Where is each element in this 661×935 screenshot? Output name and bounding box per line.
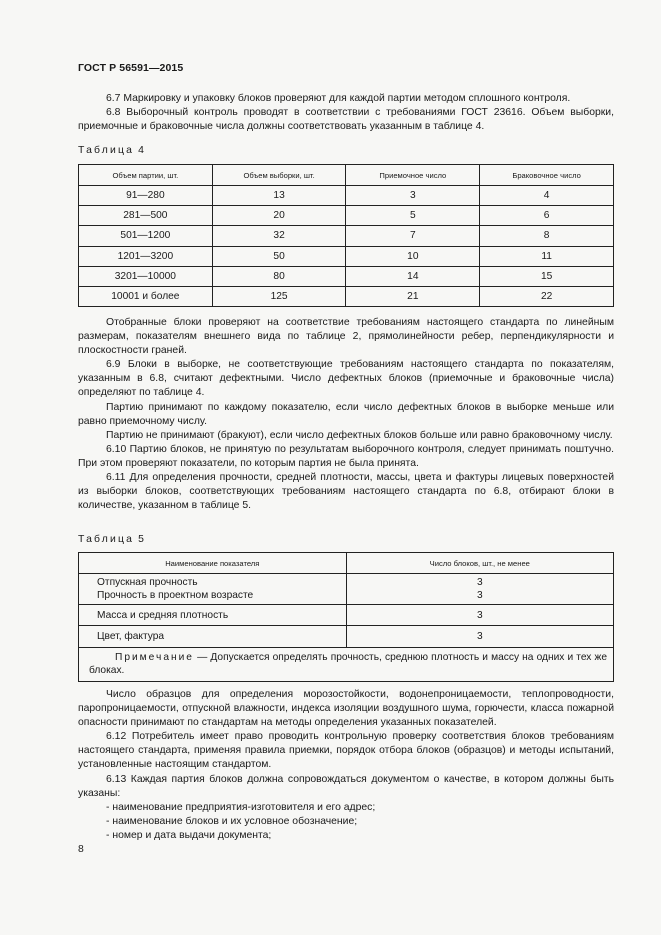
table-5-header-cell: Наименование показателя	[79, 553, 347, 574]
table-cell: 80	[212, 266, 346, 286]
section-mid	[78, 316, 614, 513]
cell-line: Прочность в проектном возрасте	[97, 590, 254, 601]
cell-line: Отпускная прочность	[97, 577, 198, 588]
table-cell: Масса и средняя плотность	[79, 605, 347, 626]
paragraph-6-7: 6.7 Маркировку и упаковку блоков проверяют для каждой партии методом сплошного контроля.	[106, 93, 571, 104]
table-cell: 281—500	[79, 206, 213, 226]
table-cell: 501—1200	[79, 226, 213, 246]
table-row	[79, 626, 614, 648]
table-4-header-cell: Браковочное число	[480, 165, 614, 186]
table-row	[79, 206, 614, 226]
table-cell	[79, 574, 347, 605]
table-row	[79, 286, 614, 306]
table-cell: 6	[480, 206, 614, 226]
table-4-caption-label: Таблица	[78, 145, 135, 156]
table-cell: 3	[346, 605, 613, 626]
table-cell: 91—280	[79, 186, 213, 206]
table-4-header-cell: Объем партии, шт.	[79, 165, 213, 186]
table-cell: 125	[212, 286, 346, 306]
table-cell: 10001 и более	[79, 286, 213, 306]
table-4-header-row	[79, 165, 614, 186]
table-5-caption	[78, 534, 144, 545]
table-4-header-cell: Приемочное число	[346, 165, 480, 186]
table-cell: 5	[346, 206, 480, 226]
list-item: - номер и дата выдачи документа;	[106, 829, 272, 841]
cell-line: 3	[476, 590, 483, 601]
paragraph-6-8: 6.8 Выборочный контроль проводят в соответствии с требованиями ГОСТ 23616. Объем выборки, приемочные и браковочные числа должны соответствовать указанным в таблице 4.	[78, 107, 614, 133]
table-row	[79, 605, 614, 626]
document-code: ГОСТ Р 56591—2015	[78, 62, 184, 74]
paragraph: Партию принимают по каждому показателю, если число дефектных блоков в выборке меньше или равно приемочному числу.	[78, 401, 614, 427]
table-cell: 3	[346, 626, 613, 648]
paragraph-6-13: 6.13 Каждая партия блоков должна сопровождаться документом о качестве, в котором должны быть указаны:	[78, 773, 614, 799]
table-cell	[346, 574, 613, 605]
table-note-row	[79, 648, 614, 682]
table-5	[78, 552, 614, 682]
list-item: - наименование предприятия-изготовителя и его адрес;	[106, 801, 376, 813]
table-cell: 50	[212, 246, 346, 266]
note-text: — Допускается определять прочность, среднюю плотность и массу на одних и тех же блоках.	[89, 652, 607, 676]
table-cell: 1201—3200	[79, 246, 213, 266]
table-cell: 8	[480, 226, 614, 246]
table-row	[79, 266, 614, 286]
section-top	[78, 92, 614, 134]
table-4-caption-number: 4	[138, 145, 144, 156]
section-bottom	[78, 688, 614, 843]
list-item: - наименование блоков и их условное обозначение;	[106, 815, 358, 827]
table-4-caption	[78, 145, 144, 156]
paragraph-6-12: 6.12 Потребитель имеет право проводить контрольную проверку соответствия блоков требованиям настоящего стандарта, применяя правила приемки, порядок отбора блоков (образцов) и методы испытаний, установленные настоящим стандартом.	[78, 731, 614, 771]
cell-line: 3	[476, 577, 483, 588]
table-cell: 7	[346, 226, 480, 246]
note-label: Примечание	[115, 652, 194, 663]
table-cell: 21	[346, 286, 480, 306]
paragraph-6-11: 6.11 Для определения прочности, средней плотности, массы, цвета и фактуры лицевых поверхностей из выборки блоков, соответствующих требованиям настоящего стандарта по 6.8, отбирают блоки в количестве, указанном в таблице 5.	[78, 472, 614, 512]
table-cell: 22	[480, 286, 614, 306]
table-cell: 3201—10000	[79, 266, 213, 286]
table-cell: 13	[212, 186, 346, 206]
paragraph-6-9: 6.9 Блоки в выборке, не соответствующие требованиям настоящего стандарта по показателям, указанным в 6.8, считают дефектными. Число дефектных блоков (приемочные и браковочные числа) определяют по таблице 4.	[78, 359, 614, 399]
paragraph: Число образцов для определения морозостойкости, водонепроницаемости, теплопроводности, паропроницаемости, отпускной влажности, индекса изоляции воздушного шума, горючести, класса пожарной опасности принимают по стандартам на методы определения указанных показателей.	[78, 689, 614, 729]
table-row	[79, 246, 614, 266]
table-cell: 14	[346, 266, 480, 286]
table-row	[79, 186, 614, 206]
table-4	[78, 164, 614, 307]
table-cell: Цвет, фактура	[79, 626, 347, 648]
paragraph-6-10: 6.10 Партию блоков, не принятую по результатам выборочного контроля, следует принимать поштучно. При этом проверяют показатели, по которым партия не была принята.	[78, 443, 614, 469]
paragraph: Партию не принимают (бракуют), если число дефектных блоков больше или равно браковочному числу.	[106, 429, 613, 441]
table-5-header-row	[79, 553, 614, 574]
table-note	[79, 648, 614, 682]
table-5-caption-label: Таблица	[78, 534, 135, 545]
table-row	[79, 574, 614, 605]
table-4-header-cell: Объем выборки, шт.	[212, 165, 346, 186]
table-cell: 15	[480, 266, 614, 286]
table-cell: 11	[480, 246, 614, 266]
paragraph: Отобранные блоки проверяют на соответствие требованиям настоящего стандарта по линейным размерам, показателям внешнего вида по таблице 2, прямолинейности ребер, перпендикулярности и плоскостности граней.	[78, 317, 614, 357]
table-cell: 20	[212, 206, 346, 226]
table-5-header-cell: Число блоков, шт., не менее	[346, 553, 613, 574]
table-cell: 3	[346, 186, 480, 206]
table-cell: 32	[212, 226, 346, 246]
page-number: 8	[78, 844, 84, 855]
table-cell: 4	[480, 186, 614, 206]
table-5-caption-number: 5	[138, 534, 144, 545]
table-cell: 10	[346, 246, 480, 266]
table-row	[79, 226, 614, 246]
